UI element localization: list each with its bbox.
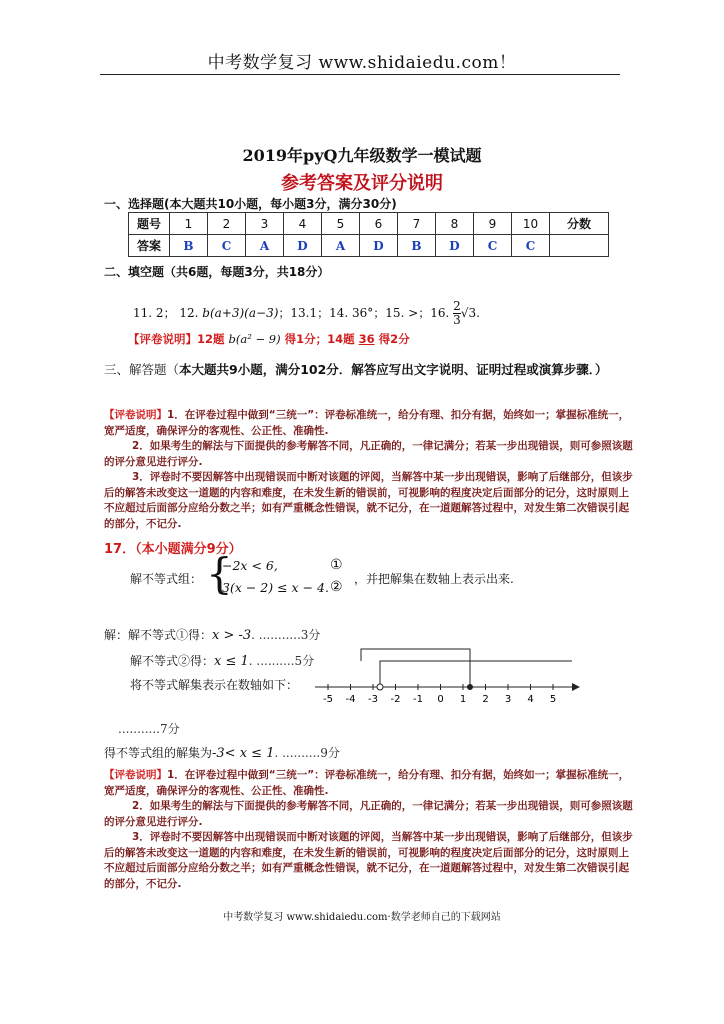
- answer-end: .: [476, 306, 480, 320]
- tick-label: -1: [413, 694, 423, 705]
- note-text: 得2分: [378, 332, 410, 346]
- fraction: [453, 300, 461, 327]
- tick-label: 1: [459, 694, 467, 705]
- solution-expr: x ≤ 1: [214, 654, 249, 669]
- inequality-2: 3(x − 2) ≤ x − 4.: [222, 580, 329, 595]
- answer-cell: D: [436, 235, 474, 257]
- grading-notes-1: [104, 408, 634, 532]
- note-text: 1．在评卷过程中做到“三统一”：评卷标准统一，给分有理、扣分有据，始终如一；掌握标准统一，宽严适度，确保评分的客观性、公正性、准确性.: [104, 769, 630, 797]
- question-number: 6: [360, 213, 398, 235]
- note-tag: 【评卷说明】: [104, 409, 167, 421]
- tick-label: -5: [323, 694, 333, 705]
- note-text: 1．在评卷过程中做到“三统一”：评卷标准统一，给分有理、扣分有据，始终如一；掌握标准统一，宽严适度，确保评分的客观性、公正性、准确性.: [104, 409, 630, 437]
- row-label: 答案: [129, 235, 170, 257]
- question-number: 9: [474, 213, 512, 235]
- closed-point: [467, 684, 473, 690]
- fraction-numerator: 2: [453, 299, 461, 313]
- note-paragraph: 3．评卷时不要因解答中出现错误而中断对该题的评阅，当解答中某一步出现错误，影响了后继部分，但该步后的解答未改变这一道题的内容和难度，在未发生新的错误前，可视影响的程度决定后面部分的记分，这时原则上不应超过后面部分应给分数之半；如有严重概念性错误，就不记分，在一道题解答过程中，对发生第二次错误引起的部分，不记分.: [104, 471, 633, 530]
- solution-line-3: 将不等式解集表示在数轴如下：: [130, 678, 299, 692]
- page-subtitle: 参考答案及评分说明: [281, 173, 443, 194]
- q17-tail: ，并把解集在数轴上表示出来.: [354, 572, 514, 586]
- answer-cell: A: [246, 235, 284, 257]
- sqrt-term: √3: [460, 306, 477, 320]
- answer-cell: B: [398, 235, 436, 257]
- note-paragraph: 2．如果考生的解法与下面提供的参考解答不同，凡正确的，一律记满分；若某一步出现错误，则可参照该题的评分意见进行评分.: [104, 440, 633, 468]
- final-text: 得不等式组的解集为: [104, 746, 213, 760]
- answer-12-expr: b(a+3)(a−3): [202, 306, 279, 320]
- answer-13-16: ；13.1；14. 36°；15. >；16.: [278, 306, 450, 320]
- section2-heading: 二、填空题（共6题，每题3分，共18分）: [104, 265, 330, 279]
- answer-cell: B: [170, 235, 208, 257]
- inequality-1: −2x < 6,: [222, 558, 278, 573]
- table-row: [129, 213, 609, 235]
- answer-cell: D: [360, 235, 398, 257]
- header-rule: [100, 74, 620, 75]
- question-number: 3: [246, 213, 284, 235]
- question-number: 2: [208, 213, 246, 235]
- score-7: ...........7分: [118, 722, 180, 736]
- note-text: 12题: [197, 332, 225, 346]
- question-number: 8: [436, 213, 474, 235]
- answer-cell: D: [284, 235, 322, 257]
- table-row: [129, 235, 609, 257]
- page-footer: 中考数学复习 www.shidaiedu.com·数学老师自己的下载网站: [223, 912, 501, 923]
- answer-11: 11. 2；: [133, 306, 176, 320]
- solution-text: 解：解不等式①得：: [104, 628, 213, 642]
- open-point: [377, 684, 383, 690]
- question-number: 10: [512, 213, 550, 235]
- axis-arrow: [572, 683, 580, 691]
- note-tag: 【评卷说明】: [128, 332, 197, 346]
- note-text: 得1分；14题: [284, 332, 355, 346]
- system-brace: {: [206, 549, 233, 598]
- interval-line-leq: [361, 649, 470, 687]
- number-line: [310, 645, 580, 707]
- tick-label: -3: [368, 694, 378, 705]
- note-paragraph: [104, 768, 634, 799]
- question-number: 1: [170, 213, 208, 235]
- answer-cell: A: [322, 235, 360, 257]
- section3-heading: [104, 357, 624, 383]
- section2-note: [128, 331, 410, 347]
- score-label: 分数: [550, 213, 609, 235]
- tick-label: -4: [345, 694, 356, 705]
- page-title: 2019年pyQ九年级数学一模试题: [242, 146, 482, 165]
- section1-heading: 一、选择题(本大题共10小题，每小题3分，满分30分): [104, 197, 397, 211]
- answer-cell: C: [512, 235, 550, 257]
- row-label: 题号: [129, 213, 170, 235]
- tick-label: 4: [527, 694, 534, 705]
- tick-label: 2: [482, 694, 489, 705]
- score-cell: [550, 235, 609, 257]
- final-solution: [104, 744, 340, 761]
- answer-cell: C: [474, 235, 512, 257]
- fill-answers: [133, 300, 480, 327]
- tick-label: -2: [390, 694, 401, 705]
- final-score: . ..........9分: [274, 746, 340, 760]
- q17-heading: 17．（本小题满分9分）: [104, 542, 242, 557]
- interval-line-greater: [380, 661, 572, 687]
- note-paragraph: 3．评卷时不要因解答中出现错误而中断对该题的评阅，当解答中某一步出现错误，影响了后继部分，但该步后的解答未改变这一道题的内容和难度，在未发生新的错误前，可视影响的程度决定后面部分的记分，这时原则上不应超过后面部分应给分数之半；如有严重概念性错误，就不记分，在一道题解答过程中，对发生第二次错误引起的部分，不记分.: [104, 831, 633, 890]
- question-number: 4: [284, 213, 322, 235]
- solution-text: 解不等式②得：: [130, 654, 215, 668]
- tick-label: 5: [549, 694, 557, 705]
- section3-heading-prefix: 三、解答题（: [104, 362, 180, 377]
- final-expr: -3< x ≤ 1: [212, 746, 275, 761]
- note-expr: b(a² − 9): [228, 332, 281, 346]
- answer-12-label: 12.: [179, 306, 199, 320]
- grading-notes-2: [104, 768, 634, 892]
- solution-score: . ...........3分: [251, 628, 321, 642]
- solution-expr: x > -3: [212, 628, 252, 643]
- section3-heading-bold: 本大题共9小题，满分102分．解答应写出文字说明、证明过程或演算步骤．）: [179, 362, 608, 377]
- note-paragraph: [104, 408, 634, 439]
- mark-1: ①: [330, 557, 343, 573]
- note-paragraph: 2．如果考生的解法与下面提供的参考解答不同，凡正确的，一律记满分；若某一步出现错误，则可参照该题的评分意见进行评分.: [104, 800, 633, 828]
- solution-score: . ..........5分: [248, 654, 315, 668]
- page-header: 中考数学复习 www.shidaiedu.com！: [207, 53, 517, 73]
- tick-label: 0: [437, 694, 444, 705]
- answer-table: [128, 212, 609, 257]
- tick-label: 3: [504, 694, 512, 705]
- note-tag: 【评卷说明】: [104, 769, 167, 781]
- mark-2: ②: [330, 579, 343, 595]
- question-number: 7: [398, 213, 436, 235]
- q17-prompt: 解不等式组：: [130, 572, 203, 586]
- solution-line-1: [104, 626, 320, 643]
- answer-cell: C: [208, 235, 246, 257]
- question-number: 5: [322, 213, 360, 235]
- note-value: 36: [358, 332, 375, 346]
- fraction-denominator: 3: [453, 313, 461, 327]
- solution-line-2: [130, 652, 314, 669]
